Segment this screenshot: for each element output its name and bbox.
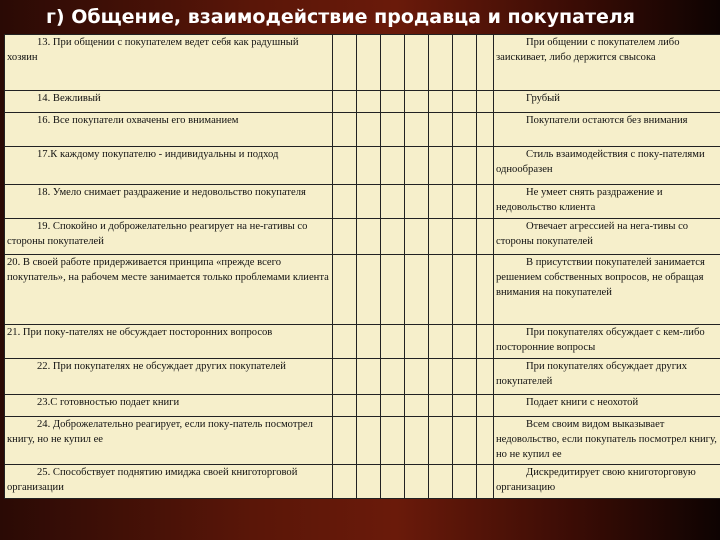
score-cell[interactable] <box>405 185 429 219</box>
table-row <box>5 113 720 147</box>
score-cell[interactable] <box>429 147 453 185</box>
score-cell[interactable] <box>381 395 405 417</box>
table-row <box>5 395 720 417</box>
score-cell[interactable] <box>333 147 357 185</box>
score-cell[interactable] <box>405 219 429 255</box>
negative-trait: Покупатели остаются без внимания <box>494 113 720 147</box>
score-cell[interactable] <box>477 417 494 465</box>
score-cell[interactable] <box>453 465 477 499</box>
table-row <box>5 255 720 325</box>
score-cell[interactable] <box>453 147 477 185</box>
score-cell[interactable] <box>357 185 381 219</box>
score-cell[interactable] <box>429 417 453 465</box>
page-title: г) Общение, взаимодействие продавца и покупателя <box>46 6 635 28</box>
score-cell[interactable] <box>453 91 477 113</box>
score-cell[interactable] <box>453 113 477 147</box>
score-cell[interactable] <box>357 325 381 359</box>
table-row <box>5 417 720 465</box>
score-cell[interactable] <box>333 185 357 219</box>
score-cell[interactable] <box>477 35 494 91</box>
negative-trait: Грубый <box>494 91 720 113</box>
score-cell[interactable] <box>453 325 477 359</box>
positive-trait: 16. Все покупатели охвачены его вниманием <box>5 113 333 147</box>
score-cell[interactable] <box>357 147 381 185</box>
score-cell[interactable] <box>477 219 494 255</box>
score-cell[interactable] <box>357 417 381 465</box>
score-cell[interactable] <box>477 465 494 499</box>
score-cell[interactable] <box>381 91 405 113</box>
score-cell[interactable] <box>381 325 405 359</box>
score-cell[interactable] <box>405 417 429 465</box>
positive-trait: 25. Способствует поднятию имиджа своей книготорговой организации <box>5 465 333 499</box>
negative-trait: Не умеет снять раздражение и недовольство клиента <box>494 185 720 219</box>
table-row <box>5 185 720 219</box>
score-cell[interactable] <box>429 91 453 113</box>
score-cell[interactable] <box>453 35 477 91</box>
score-cell[interactable] <box>357 113 381 147</box>
score-cell[interactable] <box>429 185 453 219</box>
score-cell[interactable] <box>333 35 357 91</box>
score-cell[interactable] <box>381 255 405 325</box>
score-cell[interactable] <box>357 35 381 91</box>
score-cell[interactable] <box>405 325 429 359</box>
positive-trait: 18. Умело снимает раздражение и недовольство покупателя <box>5 185 333 219</box>
score-cell[interactable] <box>333 91 357 113</box>
score-cell[interactable] <box>381 147 405 185</box>
negative-trait: При общении с покупателем либо заискивает, либо держится свысока <box>494 35 720 91</box>
score-cell[interactable] <box>477 91 494 113</box>
positive-trait: 20. В своей работе придерживается принципа «прежде всего покупатель», на рабочем месте занимается только проблемами клиента <box>5 255 333 325</box>
rating-table <box>4 34 720 499</box>
table-row <box>5 359 720 395</box>
positive-trait: 14. Вежливый <box>5 91 333 113</box>
negative-trait: Всем своим видом выказывает недовольство, если покупатель посмотрел книгу, но не купил ее <box>494 417 720 465</box>
score-cell[interactable] <box>477 359 494 395</box>
table-row <box>5 35 720 91</box>
negative-trait: Подает книги с неохотой <box>494 395 720 417</box>
positive-trait: 17.К каждому покупателю - индивидуальны и подход <box>5 147 333 185</box>
score-cell[interactable] <box>477 113 494 147</box>
score-cell[interactable] <box>477 395 494 417</box>
score-cell[interactable] <box>453 359 477 395</box>
score-cell[interactable] <box>405 113 429 147</box>
score-cell[interactable] <box>333 325 357 359</box>
score-cell[interactable] <box>357 395 381 417</box>
score-cell[interactable] <box>381 465 405 499</box>
score-cell[interactable] <box>405 91 429 113</box>
score-cell[interactable] <box>381 417 405 465</box>
score-cell[interactable] <box>333 113 357 147</box>
score-cell[interactable] <box>405 255 429 325</box>
score-cell[interactable] <box>381 185 405 219</box>
negative-trait: При покупателях обсуждает с кем-либо посторонние вопросы <box>494 325 720 359</box>
score-cell[interactable] <box>453 395 477 417</box>
score-cell[interactable] <box>357 91 381 113</box>
table-row <box>5 147 720 185</box>
positive-trait: 22. При покупателях не обсуждает других покупателей <box>5 359 333 395</box>
score-cell[interactable] <box>333 219 357 255</box>
score-cell[interactable] <box>477 147 494 185</box>
table-row <box>5 325 720 359</box>
score-cell[interactable] <box>381 113 405 147</box>
score-cell[interactable] <box>429 35 453 91</box>
score-cell[interactable] <box>381 35 405 91</box>
score-cell[interactable] <box>357 255 381 325</box>
score-cell[interactable] <box>477 325 494 359</box>
score-cell[interactable] <box>381 359 405 395</box>
score-cell[interactable] <box>477 255 494 325</box>
positive-trait: 13. При общении с покупателем ведет себя как радушный хозяин <box>5 35 333 91</box>
negative-trait: При покупателях обсуждает других покупателей <box>494 359 720 395</box>
score-cell[interactable] <box>357 219 381 255</box>
score-cell[interactable] <box>429 395 453 417</box>
negative-trait: Дискредитирует свою книготорговую организацию <box>494 465 720 499</box>
negative-trait: В присутствии покупателей занимается решением собственных вопросов, не обращая внимания на покупателей <box>494 255 720 325</box>
score-cell[interactable] <box>405 465 429 499</box>
score-cell[interactable] <box>453 219 477 255</box>
score-cell[interactable] <box>357 465 381 499</box>
score-cell[interactable] <box>405 359 429 395</box>
score-cell[interactable] <box>429 359 453 395</box>
score-cell[interactable] <box>429 113 453 147</box>
score-cell[interactable] <box>357 359 381 395</box>
score-cell[interactable] <box>453 417 477 465</box>
score-cell[interactable] <box>429 325 453 359</box>
score-cell[interactable] <box>477 185 494 219</box>
score-cell[interactable] <box>333 255 357 325</box>
score-cell[interactable] <box>405 147 429 185</box>
score-cell[interactable] <box>333 465 357 499</box>
score-cell[interactable] <box>453 255 477 325</box>
score-cell[interactable] <box>453 185 477 219</box>
score-cell[interactable] <box>333 395 357 417</box>
score-cell[interactable] <box>429 255 453 325</box>
positive-trait: 21. При поку-пателях не обсуждает посторонних вопросов <box>5 325 333 359</box>
table-row <box>5 91 720 113</box>
table-row <box>5 465 720 499</box>
score-cell[interactable] <box>333 417 357 465</box>
score-cell[interactable] <box>333 359 357 395</box>
score-cell[interactable] <box>405 35 429 91</box>
positive-trait: 24. Доброжелательно реагирует, если поку-патель посмотрел книгу, но не купил ее <box>5 417 333 465</box>
score-cell[interactable] <box>429 465 453 499</box>
negative-trait: Отвечает агрессией на нега-тивы со стороны покупателей <box>494 219 720 255</box>
table-row <box>5 219 720 255</box>
score-cell[interactable] <box>381 219 405 255</box>
score-cell[interactable] <box>429 219 453 255</box>
score-cell[interactable] <box>405 395 429 417</box>
positive-trait: 19. Спокойно и доброжелательно реагирует на не-гативы со стороны покупателей <box>5 219 333 255</box>
negative-trait: Стиль взаимодействия с поку-пателями однообразен <box>494 147 720 185</box>
positive-trait: 23.С готовностью подает книги <box>5 395 333 417</box>
